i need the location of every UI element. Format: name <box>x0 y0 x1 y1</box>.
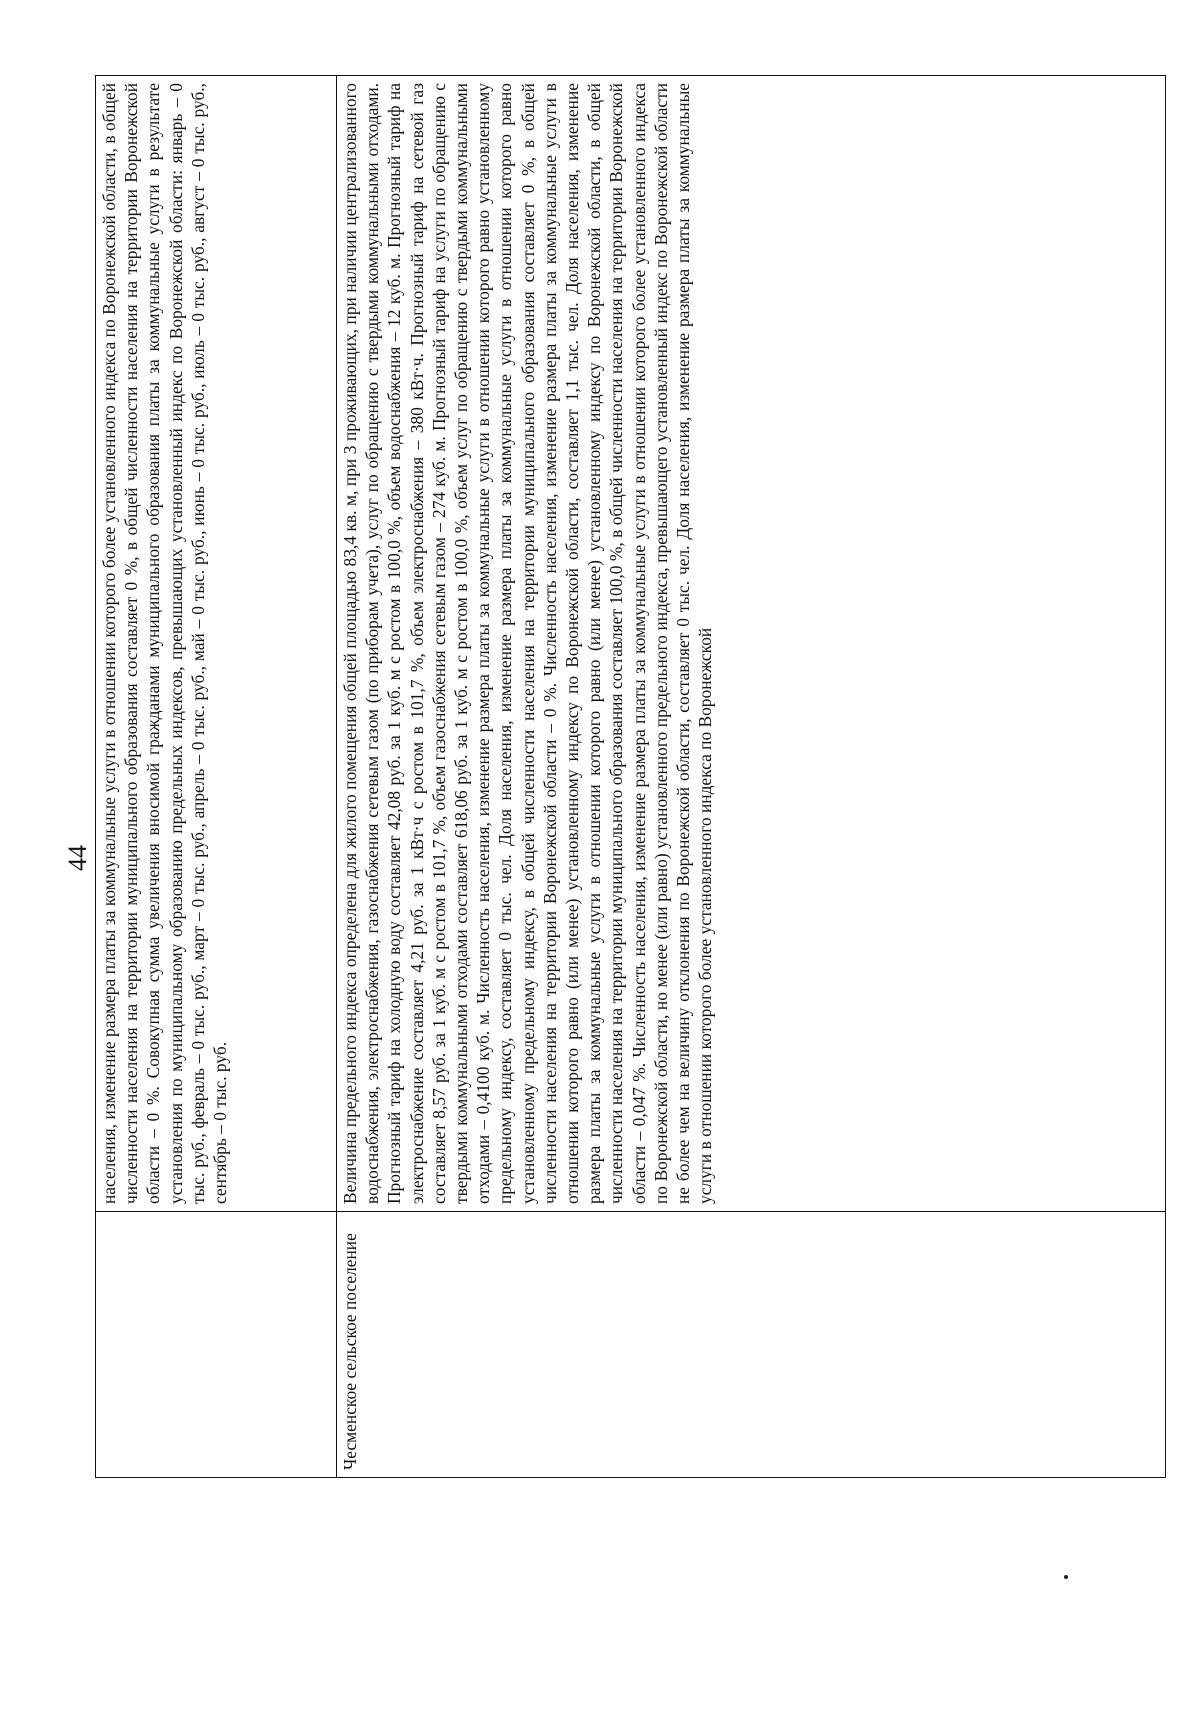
description-text: Величина предельного индекса определена для жилого помещения общей площадью 83,4 кв. м, при 3 проживающих, при наличии централизованного водоснабжения, электроснабжения, газоснабжения сетевым газом (по приборам учета), услуг по обращению с твердыми коммунальными отходами. Прогнозный тариф на холодную воду составляет 42,08 руб. за 1 куб. м с ростом в 100,0 %, объем водоснабжения – 12 куб. м. Прогнозный тариф на электроснабжение составляет 4,21 руб. за 1 кВт·ч с ростом в 101,7 %, объем электроснабжения – 380 кВт·ч. Прогнозный тариф на сетевой газ составляет 8,57 руб. за 1 куб. м с ростом в 101,7 %, объем газоснабжения сетевым газом – 274 куб. м. Прогнозный тариф на услуги по обращению с твердыми коммунальными отходами составляет 618,06 руб. за 1 куб. м с ростом в 100,0 %, объем услуг по обращению с твердыми коммунальными отходами – 0,4100 куб. м. Численность населения, изменение размера платы за коммунальные услуги в отношении которого равно установленному предельному индексу, составляет 0 тыс. чел. Доля населения, изменение размера платы за коммунальные услуги в отношении которого равно установленному предельному индексу, в общей численности населения на территории муниципального образования составляет 0 %, в общей численности населения на территории Воронежской области – 0 %. Численность населения, изменение размера платы за коммунальные услуги в отношении которого равно (или менее) установленному индексу по Воронежской области, составляет 1,1 тыс. чел. Доля населения, изменение размера платы за коммунальные услуги в отношении которого равно (или менее) установленному индексу по Воронежской области, в общей численности населения на территории муниципального образования составляет 100,0 %, в общей численности населения на территории Воронежской области – 0,047 %. Численность населения, изменение размера платы за коммунальные услуги в отношении которого более установленного индекса по Воронежской области, но менее (или равно) установленного предельного индекса, превышающего установленный индекс по Воронежской области не более чем на величину отклонения по Воронежской области, составляет 0 тыс. чел. Доля населения, изменение размера платы за коммунальные услуги в отношении которого более установленного индекса по Воронежской <box>340 83 716 1204</box>
description-cell <box>96 76 337 1212</box>
page-number: 44 <box>63 845 92 871</box>
municipality-name-cell <box>96 1212 337 1478</box>
table-row <box>96 76 337 1478</box>
municipality-name: Чесменское сельское поселение <box>340 1233 360 1470</box>
description-text: населения, изменение размера платы за коммунальные услуги в отношении которого более установленного индекса по Воронежской области, в общей численности населения на территории муниципального образования составляет 0 %, в общей численности населения на территории Воронежской области – 0 %. Совокупная сумма увеличения вносимой гражданами муниципального образования платы за коммунальные услуги в результате установления по муниципальному образованию предельных индексов, превышающих установленный индекс по Воронежской области: январь – 0 тыс. руб., февраль – 0 тыс. руб., март – 0 тыс. руб., апрель – 0 тыс. руб., май – 0 тыс. руб., июнь – 0 тыс. руб., июль – 0 тыс. руб., август – 0 тыс. руб., сентябрь – 0 тыс. руб. <box>99 83 231 1204</box>
table-row <box>337 76 1166 1478</box>
municipality-index-table <box>95 75 1166 1478</box>
rotated-table-container <box>95 76 1163 1478</box>
scan-speck <box>1064 1575 1068 1579</box>
municipality-name-cell <box>337 1212 1166 1478</box>
document-table-frame <box>95 76 1163 1478</box>
description-cell <box>337 76 1166 1212</box>
